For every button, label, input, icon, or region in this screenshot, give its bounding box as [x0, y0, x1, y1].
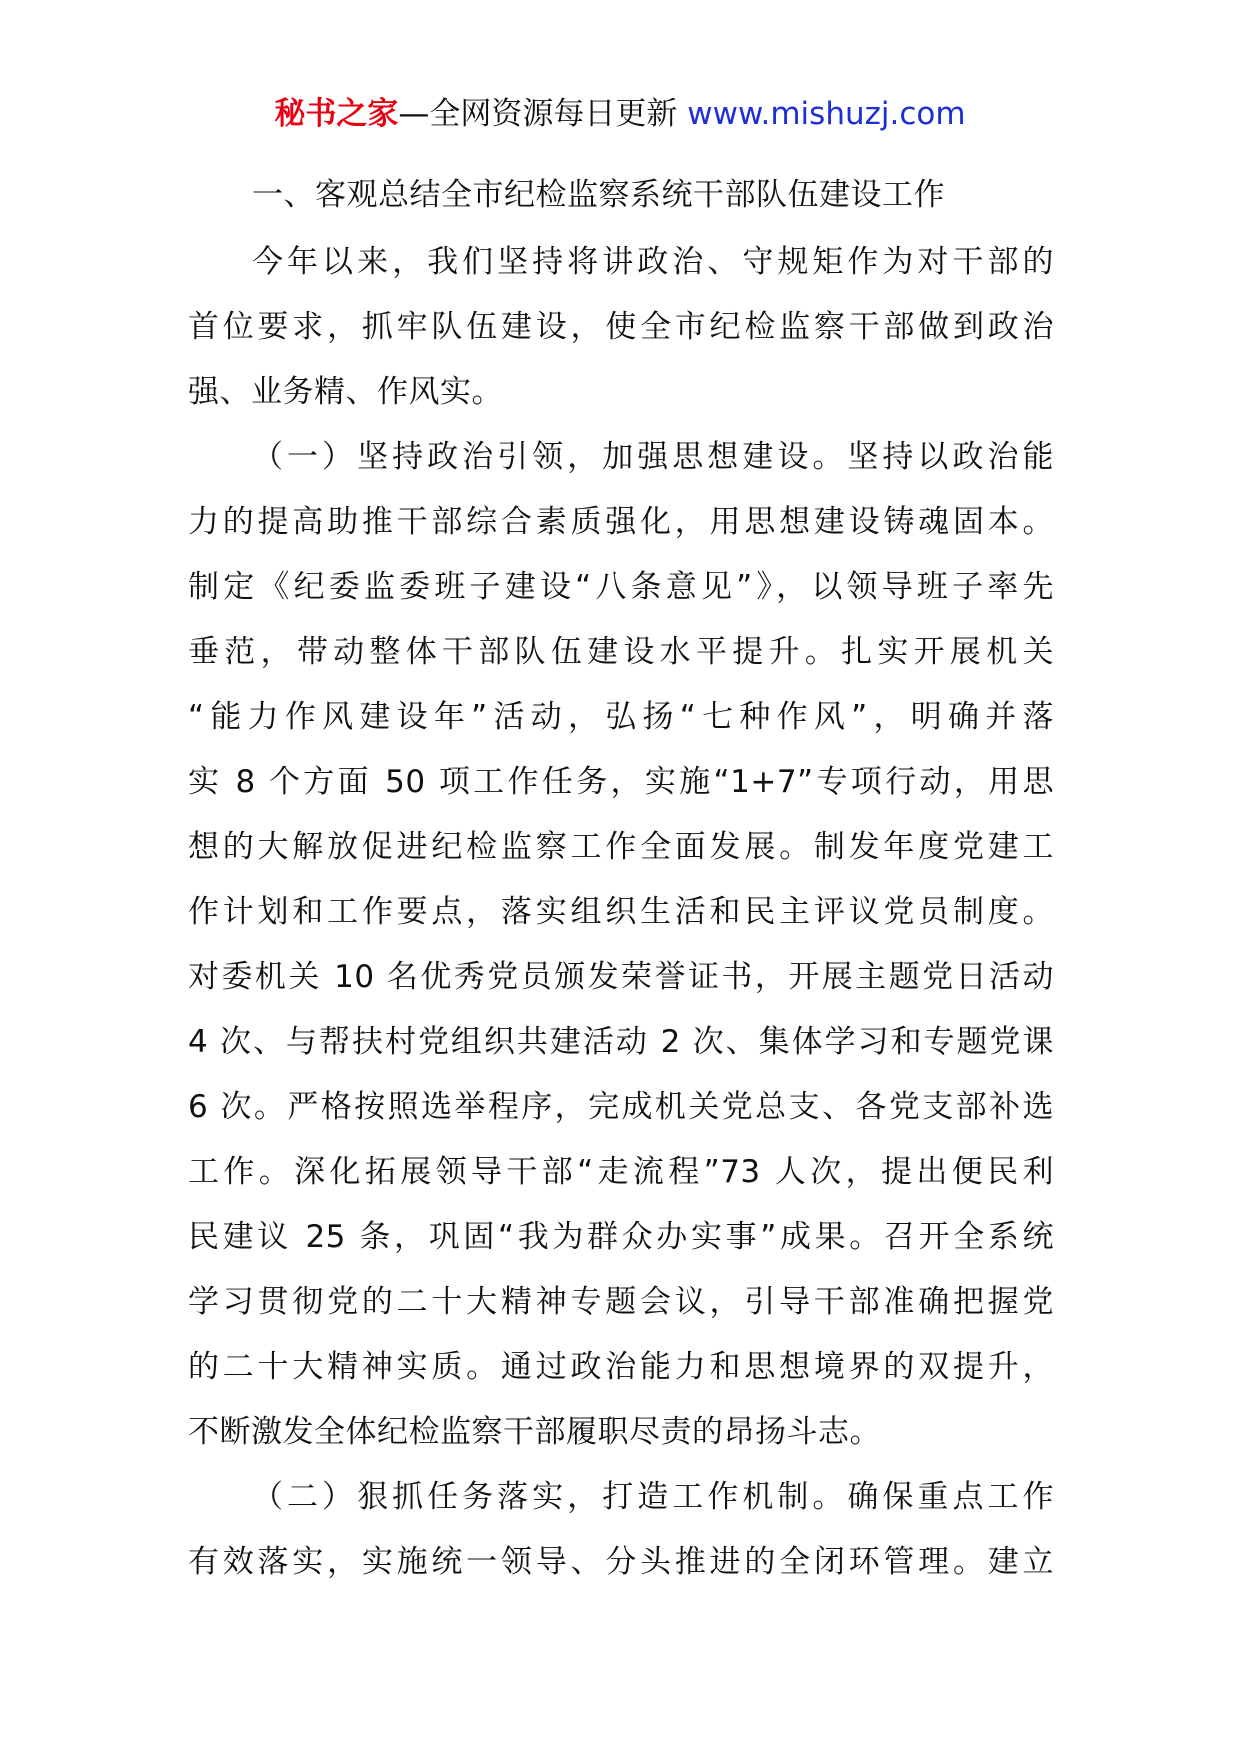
paragraph-3: [188, 1465, 1054, 1595]
paragraph-line: 想的大解放促进纪检监察工作全面发展。制发年度党建工: [188, 829, 1054, 865]
paragraph-line: 制定《纪委监委班子建设“八条意见”》，以领导班子率先: [188, 569, 1054, 605]
paragraph-line: “能力作风建设年”活动，弘扬“七种作风”，明确并落: [188, 699, 1054, 735]
paragraph-line: 不断激发全体纪检监察干部履职尽责的昂扬斗志。: [188, 1414, 881, 1450]
paragraph-line: 学习贯彻党的二十大精神专题会议，引导干部准确把握党: [188, 1284, 1054, 1320]
paragraph-line: 工作。深化拓展领导干部“走流程”73 人次，提出便民利: [188, 1154, 1054, 1190]
paragraph-line: 民建议 25 条，巩固“我为群众办实事”成果。召开全系统: [188, 1219, 1054, 1255]
paragraph-1: [188, 230, 1054, 425]
paragraph-line: 今年以来，我们坚持将讲政治、守规矩作为对干部的: [252, 244, 1054, 280]
paragraph-line: （二）狠抓任务落实，打造工作机制。确保重点工作: [252, 1479, 1054, 1515]
paragraph-line: 垂范，带动整体干部队伍建设水平提升。扎实开展机关: [188, 634, 1054, 670]
document-body: [188, 165, 1054, 1595]
paragraph-line: 作计划和工作要点，落实组织生活和民主评议党员制度。: [188, 894, 1054, 930]
section-heading: 一、客观总结全市纪检监察系统干部队伍建设工作: [252, 177, 945, 213]
paragraph-line: 实 8 个方面 50 项工作任务，实施“1+7”专项行动，用思: [188, 764, 1054, 800]
site-header: [0, 92, 1240, 136]
paragraph-line: 对委机关 10 名优秀党员颁发荣誉证书，开展主题党日活动: [188, 959, 1054, 995]
paragraph-line: 强、业务精、作风实。: [188, 374, 503, 410]
paragraph-line: 力的提高助推干部综合素质强化，用思想建设铸魂固本。: [188, 504, 1054, 540]
paragraph-2: [188, 425, 1054, 1465]
paragraph-line: （一）坚持政治引领，加强思想建设。坚持以政治能: [252, 439, 1054, 475]
header-tagline: —全网资源每日更新: [398, 96, 688, 132]
paragraph-line: 4 次、与帮扶村党组织共建活动 2 次、集体学习和专题党课: [188, 1024, 1054, 1060]
paragraph-line: 的二十大精神实质。通过政治能力和思想境界的双提升，: [188, 1349, 1054, 1385]
paragraph-line: 有效落实，实施统一领导、分头推进的全闭环管理。建立: [188, 1544, 1054, 1580]
paragraph-line: 首位要求，抓牢队伍建设，使全市纪检监察干部做到政治: [188, 309, 1054, 345]
brand-name: 秘书之家: [274, 96, 399, 132]
paragraph-line: 6 次。严格按照选举程序，完成机关党总支、各党支部补选: [188, 1089, 1054, 1125]
site-url-link[interactable]: www.mishuzj.com: [687, 96, 966, 132]
